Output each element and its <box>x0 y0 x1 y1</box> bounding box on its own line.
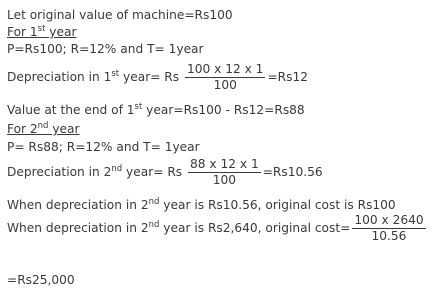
stmt2-numerator: 100 x 2640 <box>354 213 424 227</box>
final-result <box>7 273 75 288</box>
heading-year-2-part1: For 2 <box>7 122 38 136</box>
dep2-sup: nd <box>111 164 123 174</box>
value-end-year-1 <box>7 103 305 118</box>
dep1-part2: year= Rs <box>119 70 180 84</box>
dep1-fraction <box>185 62 265 93</box>
dep1-denominator: 100 <box>213 78 237 92</box>
final-result-text: =Rs25,000 <box>7 273 75 287</box>
heading-year-2-text <box>7 122 80 136</box>
dep2-numerator: 88 x 12 x 1 <box>190 157 259 171</box>
line-7-text: P= Rs88; R=12% and T= 1year <box>7 140 200 154</box>
line-3-text: P=Rs100; R=12% and T= 1year <box>7 42 204 56</box>
val1-part1: Value at the end of 1 <box>7 103 135 117</box>
heading-year-2 <box>7 122 80 137</box>
heading-year-1-text <box>7 25 77 39</box>
dep2-denominator: 100 <box>212 173 236 187</box>
dep1-sup: st <box>111 69 120 79</box>
depreciation-year-2 <box>7 157 323 188</box>
dep2-part2: year= Rs <box>122 165 183 179</box>
dep2-part1: Depreciation in 2 <box>7 165 112 179</box>
dep1-part1: Depreciation in 1 <box>7 70 112 84</box>
stmt1-part2: year is Rs10.56, original cost is Rs100 <box>159 198 396 212</box>
heading-year-1 <box>7 25 77 40</box>
line-3 <box>7 42 204 57</box>
depreciation-year-1 <box>7 62 308 93</box>
stmt2-part1: When depreciation in 2 <box>7 221 149 235</box>
val1-part2: year=Rs100 - Rs12=Rs88 <box>142 103 305 117</box>
heading-year-1-sup: st <box>37 24 46 34</box>
line-1 <box>7 8 233 23</box>
heading-year-1-part1: For 1 <box>7 25 38 39</box>
heading-year-2-part2: year <box>48 122 80 136</box>
heading-year-2-sup: nd <box>37 121 49 131</box>
stmt2-sup: nd <box>148 220 160 230</box>
line-7 <box>7 140 200 155</box>
stmt1-sup: nd <box>148 197 160 207</box>
statement-2 <box>7 213 428 244</box>
stmt2-part2: year is Rs2,640, original cost= <box>159 221 351 235</box>
line-1-text: Let original value of machine=Rs100 <box>7 8 233 22</box>
dep2-fraction <box>188 157 261 188</box>
statement-1 <box>7 198 396 213</box>
heading-year-1-part2: year <box>45 25 77 39</box>
stmt1-part1: When depreciation in 2 <box>7 198 149 212</box>
stmt2-denominator: 10.56 <box>371 229 407 243</box>
dep2-result: =Rs10.56 <box>262 165 323 179</box>
dep1-result: =Rs12 <box>267 70 308 84</box>
dep1-numerator: 100 x 12 x 1 <box>186 62 264 76</box>
stmt2-fraction <box>352 213 425 244</box>
val1-sup: st <box>134 102 143 112</box>
